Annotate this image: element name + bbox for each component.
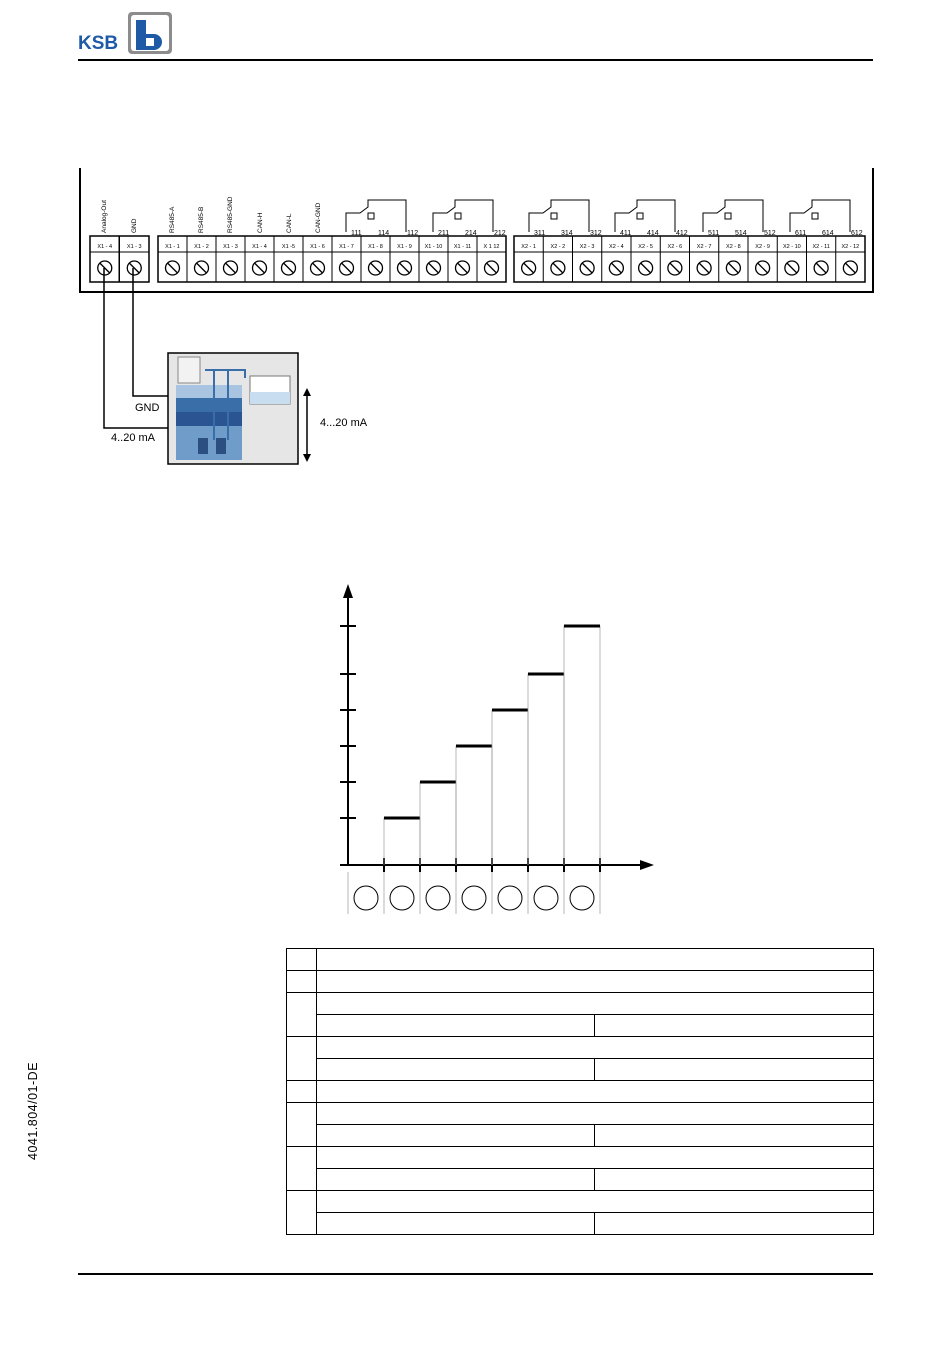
interval-marker: [534, 886, 558, 910]
x1-terminal-label: X1 - 2: [194, 244, 209, 250]
table-cell: [317, 1213, 595, 1235]
table-cell: [317, 1169, 595, 1191]
x2-terminal-screw[interactable]: [697, 261, 711, 275]
table-row: [287, 1015, 874, 1037]
gnd-wire-label: GND: [135, 402, 160, 414]
header-rule: [78, 59, 873, 61]
x1-pair-terminal-label: X1 - 4: [97, 244, 113, 250]
x1-terminal-screw[interactable]: [253, 261, 267, 275]
x2-terminal-label: X2 - 9: [755, 244, 770, 250]
x2-terminal-label: X2 - 3: [579, 244, 595, 250]
document-code: 4041.804/01-DE: [26, 1061, 40, 1160]
relay-number: 311: [534, 230, 546, 237]
interval-marker: [570, 886, 594, 910]
range-label: 4...20 mA: [320, 417, 368, 429]
x1-terminal-label: X1 - 1: [165, 244, 180, 250]
x2-terminal-screw[interactable]: [639, 261, 653, 275]
current-wire-label: 4..20 mA: [111, 432, 156, 444]
ksb-logo: [78, 8, 178, 56]
x2-terminal-label: X2 - 5: [638, 244, 653, 250]
x2-terminal-screw[interactable]: [756, 261, 770, 275]
x2-terminal-label: X2 - 6: [667, 244, 683, 250]
x2-terminal-label: X2 - 11: [812, 244, 830, 250]
top-label: CAN-L: [286, 213, 293, 233]
interval-marker: [498, 886, 522, 910]
x1-terminal-screw[interactable]: [195, 261, 209, 275]
interval-marker: [426, 886, 450, 910]
relay-number: 414: [647, 230, 659, 237]
table-cell: [317, 1081, 874, 1103]
table-cell: [287, 1191, 317, 1235]
x1-terminal-screw[interactable]: [282, 261, 296, 275]
relay-number: 514: [735, 230, 747, 237]
relay-number: 112: [407, 230, 419, 237]
table-cell: [317, 1125, 595, 1147]
x-axis-arrow: [640, 860, 654, 870]
table-cell: [595, 1015, 874, 1037]
top-label: GND: [131, 218, 138, 233]
relay-number: 412: [676, 230, 688, 237]
table-cell: [595, 1059, 874, 1081]
x1-terminal-label: X1 - 9: [397, 244, 412, 250]
x1-terminal-screw[interactable]: [456, 261, 470, 275]
table-row: [287, 949, 874, 971]
table-row: [287, 1037, 874, 1059]
x1-terminal-label: X1 - 10: [424, 244, 443, 250]
x2-terminal-screw[interactable]: [609, 261, 623, 275]
top-label: RS485-GND: [227, 196, 234, 233]
step-chart: [300, 578, 660, 918]
relay-number: 411: [620, 230, 632, 237]
x2-terminal-screw[interactable]: [522, 261, 536, 275]
table-cell: [317, 1059, 595, 1081]
interval-marker: [390, 886, 414, 910]
x1-terminal-screw[interactable]: [485, 261, 499, 275]
table-cell: [287, 1103, 317, 1147]
tank-illustration: [168, 353, 298, 464]
table-row: [287, 1103, 874, 1125]
table-cell: [317, 1147, 874, 1169]
table-cell: [287, 971, 317, 993]
relay-number: 312: [590, 230, 602, 237]
table-row: [287, 1059, 874, 1081]
table-cell: [317, 949, 874, 971]
x2-terminal-screw[interactable]: [726, 261, 740, 275]
x1-terminal-label: X1 - 8: [368, 244, 383, 250]
table-row: [287, 1169, 874, 1191]
table-cell: [595, 1125, 874, 1147]
relay-number: 212: [494, 230, 506, 237]
table-cell: [287, 949, 317, 971]
x2-terminal-screw[interactable]: [551, 261, 565, 275]
x2-terminal-screw[interactable]: [668, 261, 682, 275]
x1-terminal-screw[interactable]: [398, 261, 412, 275]
brand-text: KSB: [78, 33, 119, 54]
y-axis-arrow: [343, 584, 353, 598]
table-row: [287, 1125, 874, 1147]
x1-terminal-screw[interactable]: [224, 261, 238, 275]
table-row: [287, 971, 874, 993]
x1-terminal-label: X1 -5: [281, 244, 296, 250]
table-cell: [317, 1103, 874, 1125]
x2-terminal-label: X2 - 7: [696, 244, 712, 250]
table-row: [287, 1147, 874, 1169]
relay-number: 611: [795, 230, 807, 237]
relay-number: 511: [708, 230, 720, 237]
relay-number: 214: [465, 230, 477, 237]
top-label: CAN-H: [257, 212, 264, 233]
table-cell: [287, 1147, 317, 1191]
x1-terminal-label: X1 - 11: [453, 244, 472, 250]
relay-number: 211: [438, 230, 450, 237]
table-cell: [287, 993, 317, 1037]
x1-terminal-label: X1 - 7: [339, 244, 354, 250]
relay-number: 512: [764, 230, 776, 237]
table-row: [287, 1081, 874, 1103]
x2-terminal-label: X2 - 12: [841, 244, 860, 250]
top-label: RS485-A: [169, 206, 176, 233]
x1-pair-terminal-label: X1 - 3: [126, 244, 142, 250]
footer-rule: [78, 1273, 873, 1275]
table-cell: [595, 1213, 874, 1235]
x2-terminal-label: X2 - 8: [726, 244, 741, 250]
table-cell: [317, 1191, 874, 1213]
x2-terminal-label: X2 - 10: [783, 244, 801, 250]
x2-terminal-screw[interactable]: [580, 261, 594, 275]
table-cell: [595, 1169, 874, 1191]
x2-terminal-label: X2 - 1: [521, 244, 536, 250]
table-row: [287, 1191, 874, 1213]
relay-number: 111: [351, 230, 362, 237]
x2-terminal-screw[interactable]: [843, 261, 857, 275]
top-label: RS485-B: [198, 206, 205, 233]
interval-marker: [354, 886, 378, 910]
x1-terminal-screw[interactable]: [340, 261, 354, 275]
x2-terminal-screw[interactable]: [814, 261, 828, 275]
table-cell: [317, 1037, 874, 1059]
relay-number: 614: [822, 230, 834, 237]
x1-terminal-screw[interactable]: [166, 261, 180, 275]
wiring-diagram: [0, 160, 950, 480]
top-label: Analog-Out: [101, 200, 108, 233]
x1-terminal-label: X1 - 6: [310, 244, 325, 250]
table-cell: [287, 1081, 317, 1103]
x2-terminal-label: X2 - 2: [550, 244, 566, 250]
x1-terminal-screw[interactable]: [311, 261, 325, 275]
x1-pair-terminal-screw[interactable]: [127, 261, 141, 275]
table-cell: [317, 971, 874, 993]
relay-number: 612: [851, 230, 863, 237]
x1-terminal-label: X 1 12: [483, 244, 500, 250]
relay-number: 114: [378, 230, 390, 237]
top-label: CAN-GND: [315, 202, 322, 233]
interval-marker: [462, 886, 486, 910]
table-cell: [287, 1037, 317, 1081]
x2-terminal-label: X2 - 4: [609, 244, 624, 250]
x1-terminal-screw[interactable]: [369, 261, 383, 275]
x2-terminal-screw[interactable]: [785, 261, 799, 275]
x1-terminal-label: X1 - 4: [252, 244, 267, 250]
x1-terminal-screw[interactable]: [427, 261, 441, 275]
table-row: [287, 993, 874, 1015]
x1-terminal-label: X1 - 3: [223, 244, 238, 250]
legend-table: [286, 948, 874, 1235]
relay-number: 314: [561, 230, 573, 237]
table-cell: [317, 1015, 595, 1037]
table-cell: [317, 993, 874, 1015]
table-row: [287, 1213, 874, 1235]
